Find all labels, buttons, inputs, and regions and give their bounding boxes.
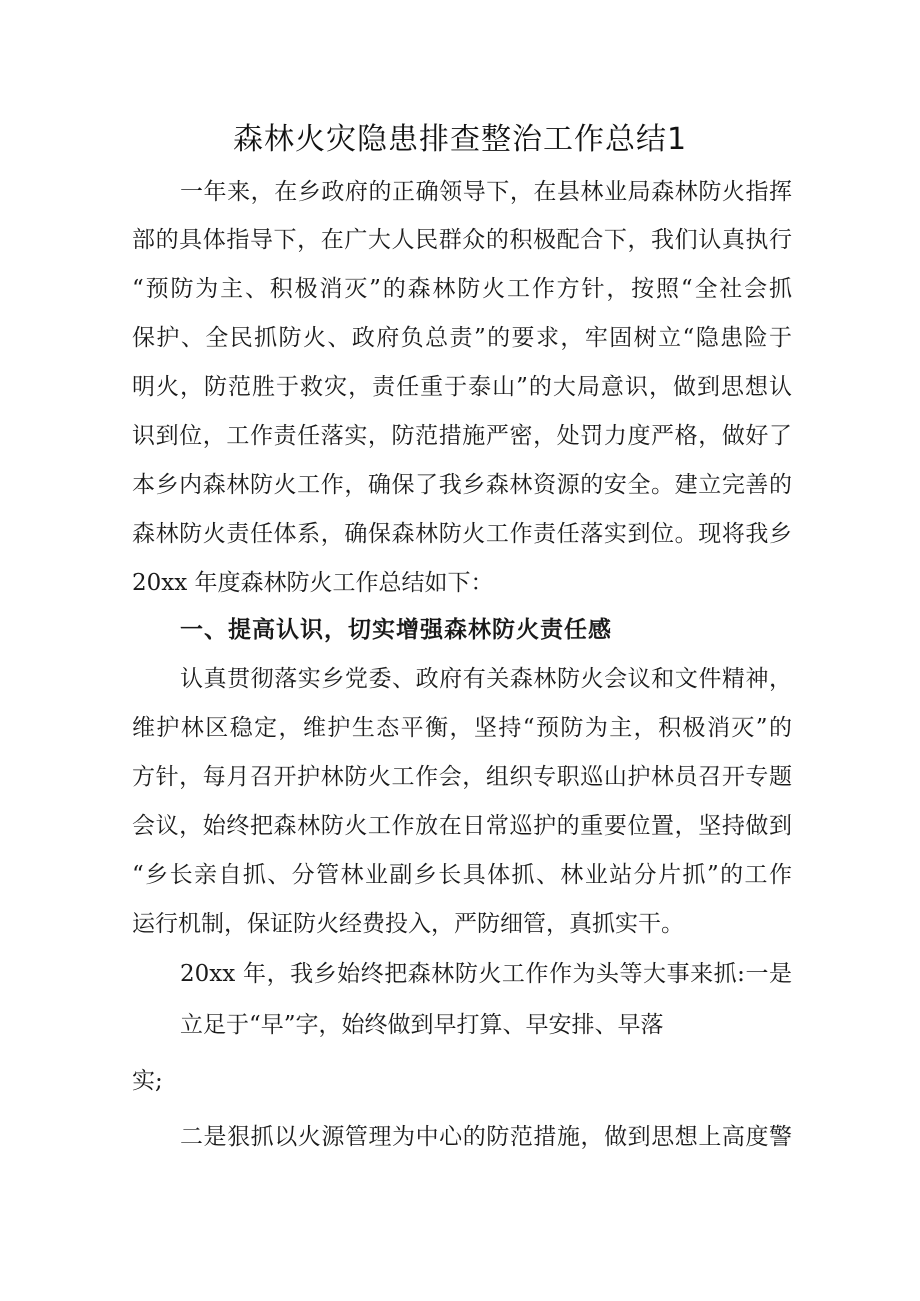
paragraph-line: 识到位，工作责任落实，防范措施严密，处罚力度严格，做好了 xyxy=(132,423,792,449)
paragraph-line: 部的具体指导下，在广大人民群众的积极配合下，我们认真执行 xyxy=(132,227,792,253)
document-title: 森林火灾隐患排查整治工作总结1 xyxy=(232,122,688,157)
paragraph-line: 20xx 年，我乡始终把森林防火工作作为头等大事来抓:一是 xyxy=(180,961,792,987)
paragraph-line: 森林防火责任体系，确保森林防火工作责任落实到位。现将我乡 xyxy=(132,521,792,547)
paragraph-line: 实; xyxy=(132,1068,163,1094)
paragraph-line: 运行机制，保证防火经费投入，严防细管，真抓实干。 xyxy=(132,911,684,937)
paragraph-line: 会议，始终把森林防火工作放在日常巡护的重要位置，坚持做到 xyxy=(132,813,792,839)
paragraph-line: “预防为主、积极消灭”的森林防火工作方针，按照“全社会抓 xyxy=(132,276,792,302)
paragraph-line: 20xx 年度森林防火工作总结如下： xyxy=(132,570,494,596)
paragraph-line: “乡长亲自抓、分管林业副乡长具体抓、林业站分片抓”的工作 xyxy=(132,862,792,888)
paragraph-line: 本乡内森林防火工作，确保了我乡森林资源的安全。建立完善的 xyxy=(132,472,792,498)
paragraph-line: 认真贯彻落实乡党委、政府有关森林防火会议和文件精神， xyxy=(180,666,792,692)
section-heading: 一、提高认识，切实增强森林防火责任感 xyxy=(180,617,612,643)
paragraph-line: 方针，每月召开护林防火工作会，组织专职巡山护林员召开专题 xyxy=(132,764,792,790)
paragraph-line: 维护林区稳定，维护生态平衡，坚持“预防为主，积极消灭”的 xyxy=(132,715,792,741)
paragraph-line: 二是狠抓以火源管理为中心的防范措施，做到思想上高度警 xyxy=(180,1124,792,1150)
paragraph-line: 一年来，在乡政府的正确领导下，在县林业局森林防火指挥 xyxy=(180,179,792,205)
paragraph-line: 立足于“早”字，始终做到早打算、早安排、早落 xyxy=(180,1012,664,1038)
paragraph-line: 明火，防范胜于救灾，责任重于泰山”的大局意识，做到思想认 xyxy=(132,374,792,400)
paragraph-line: 保护、全民抓防火、政府负总责”的要求，牢固树立“隐患险于 xyxy=(132,325,792,351)
